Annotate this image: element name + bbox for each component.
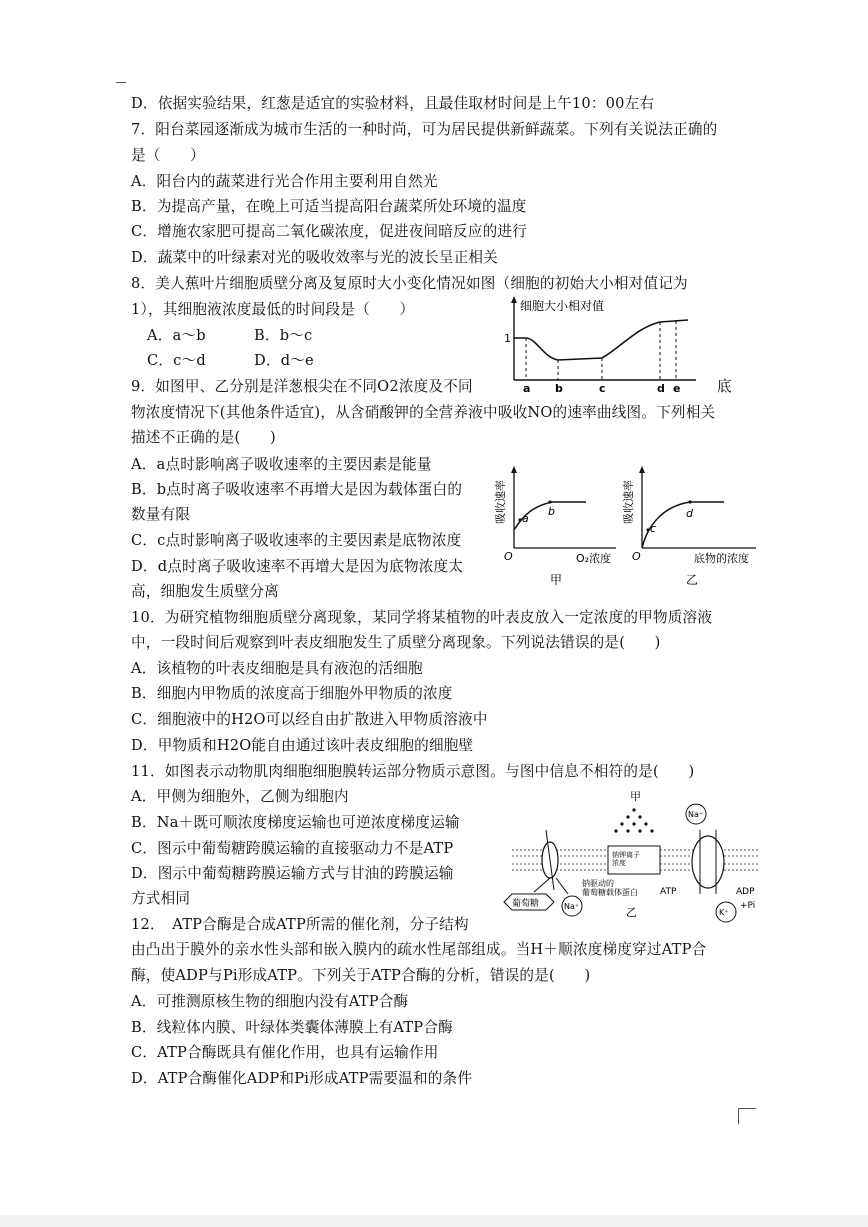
- q8-option-a: A．a～b: [147, 327, 206, 344]
- bottom-scan-band: [0, 1215, 868, 1227]
- jia-point-b: [548, 500, 551, 503]
- atp-label: ATP: [660, 887, 677, 897]
- na-top-label: Na⁺: [688, 810, 704, 819]
- jia-point-a-label: a: [522, 512, 529, 525]
- q8-x-label-c: c: [599, 382, 606, 394]
- yi-point-d-label: d: [686, 507, 693, 520]
- q12-option-b: B．线粒体内膜、叶绿体类囊体薄膜上有ATP合酶: [131, 1019, 453, 1036]
- jia-caption: 甲: [550, 573, 563, 587]
- q8-x-label-b: b: [555, 382, 563, 394]
- yi-y-arrow: [639, 466, 645, 473]
- q9-chart-jia: [492, 464, 622, 594]
- q8-cell-size-chart: [500, 296, 700, 398]
- na-bottom-label: Na⁺: [564, 902, 580, 911]
- na-arrow: [556, 878, 568, 894]
- q9-stem-2: 物浓度情况下(其他条件适宜)，从含硝酸钾的全营养液中吸收NO的速率曲线图。下列相关: [131, 404, 716, 421]
- q7-option-d: D．蔬菜中的叶绿素对光的吸收效率与光的波长呈正相关: [131, 249, 498, 266]
- q12-option-a: A．可推测原核生物的细胞内没有ATP合酶: [131, 993, 409, 1010]
- yi-y-label: 吸收速率: [622, 480, 635, 524]
- q8-option-c: C．c～d: [147, 352, 206, 369]
- yi-point-c-label: c: [650, 522, 657, 535]
- yi-origin: O: [632, 550, 641, 563]
- glucose-label: 葡萄糖: [512, 899, 540, 909]
- q8-x-label-a: a: [523, 382, 531, 394]
- q12-stem-2: 由凸出于膜外的亲水性头部和嵌入膜内的疏水性尾部组成。当H＋顺浓度梯度穿过ATP合: [131, 941, 707, 958]
- q8-x-label-e: e: [673, 382, 681, 394]
- q11-option-d-2: 方式相同: [131, 890, 191, 907]
- sodium-potassium-pump: [692, 836, 724, 888]
- jia-y-label: 吸收速率: [494, 480, 507, 524]
- q11-stem: 11．如图表示动物肌肉细胞细胞膜转运部分物质示意图。与图中信息不相符的是( ): [131, 763, 695, 780]
- particle-cluster: [614, 808, 653, 832]
- crop-mark-bottom-right: [738, 1108, 756, 1109]
- q8-stem-1: 8．美人蕉叶片细胞质壁分离及复原时大小变化情况如图（细胞的初始大小相对值记为: [131, 275, 688, 292]
- k-label: K⁺: [719, 908, 729, 917]
- jia-y-arrow: [511, 466, 517, 473]
- jia-origin: O: [504, 550, 513, 563]
- carrier-label: 钠驱动的葡萄糖载体蛋白: [582, 879, 638, 897]
- q8-y-arrow: [511, 296, 517, 303]
- q8-option-b: B．b～c: [254, 327, 313, 344]
- q8-y-label: 细胞大小相对值: [520, 299, 605, 313]
- q8-x-label-d: d: [657, 382, 665, 394]
- pi-label: +Pi: [740, 901, 756, 911]
- crop-mark-top-left: [116, 82, 126, 83]
- q6-option-d: D．依据实验结果，红葱是适宜的实验材料，且最佳取材时间是上午10：00左右: [131, 95, 655, 112]
- glucose-arrow: [534, 878, 550, 892]
- q9-option-b-1: B．b点时离子吸收速率不再增大是因为载体蛋白的: [131, 481, 463, 498]
- q11-option-d-1: D．图示中葡萄糖跨膜运输方式与甘油的跨膜运输: [131, 865, 454, 882]
- q12-stem-1: 12． ATP合酶是合成ATP所需的催化剂，分子结构: [131, 916, 469, 933]
- q11-membrane-diagram: [500, 790, 770, 934]
- q10-stem-1: 10．为研究植物细胞质壁分离现象，某同学将某植物的叶表皮放入一定浓度的甲物质溶液: [131, 609, 713, 626]
- q10-option-c: C．细胞液中的H2O可以经自由扩散进入甲物质溶液中: [131, 711, 488, 728]
- q11-option-c: C．图示中葡萄糖跨膜运输的直接驱动力不是ATP: [131, 840, 454, 857]
- q7-option-a: A．阳台内的蔬菜进行光合作用主要利用自然光: [131, 173, 438, 190]
- q12-option-d: D．ATP合酶催化ADP和Pi形成ATP需要温和的条件: [131, 1070, 473, 1087]
- q10-option-d: D．甲物质和H2O能自由通过该叶表皮细胞的细胞壁: [131, 737, 474, 754]
- q12-stem-3: 酶，使ADP与Pi形成ATP。下列关于ATP合酶的分析，错误的是( ): [131, 967, 591, 984]
- q9-option-d-2: 高，细胞发生质壁分离: [131, 583, 279, 600]
- q9-stem-1-end: 底: [717, 378, 732, 395]
- crop-mark-bottom-right-v: [738, 1108, 739, 1124]
- q9-stem-1: 9．如图甲、乙分别是洋葱根尖在不同O2浓度及不同: [131, 378, 473, 395]
- q9-option-b-2: 数量有限: [131, 506, 191, 523]
- jia-point-b-label: b: [548, 505, 555, 518]
- q8-y-tick-1: 1: [504, 332, 511, 345]
- q7-stem-1: 7．阳台菜园逐渐成为城市生活的一种时尚，可为居民提供新鲜蔬菜。下列有关说法正确的: [131, 121, 718, 138]
- diagram-label-jia: 甲: [630, 790, 641, 803]
- q9-chart-yi: [620, 464, 760, 594]
- diagram-label-yi: 乙: [626, 906, 637, 919]
- q12-option-c: C．ATP合酶既具有催化作用，也具有运输作用: [131, 1044, 439, 1061]
- q9-option-d-1: D．d点时离子吸收速率不再增大是因为底物浓度太: [131, 558, 464, 575]
- center-box-text: 钠钾离子浓度: [612, 851, 640, 867]
- q7-option-c: C．增施农家肥可提高二氧化碳浓度，促进夜间暗反应的进行: [131, 223, 528, 240]
- q7-option-b: B．为提高产量，在晚上可适当提高阳台蔬菜所处环境的温度: [131, 198, 527, 215]
- q11-option-a: A．甲侧为细胞外，乙侧为细胞内: [131, 788, 349, 805]
- q10-stem-2: 中，一段时间后观察到叶表皮细胞发生了质壁分离现象。下列说法错误的是( ): [131, 634, 661, 651]
- jia-x-label: O₂浓度: [576, 552, 612, 565]
- q9-option-a: A．a点时影响离子吸收速率的主要因素是能量: [131, 456, 432, 473]
- q7-stem-2: 是（ ）: [131, 147, 205, 164]
- q9-option-c: C．c点时影响离子吸收速率的主要因素是底物浓度: [131, 532, 462, 549]
- q9-stem-3: 描述不正确的是( ): [131, 429, 276, 446]
- q11-option-b: B．Na＋既可顺浓度梯度运输也可逆浓度梯度运输: [131, 814, 460, 831]
- q10-option-a: A．该植物的叶表皮细胞是具有液泡的活细胞: [131, 660, 423, 677]
- q8-size-curve: [514, 320, 688, 360]
- q10-option-b: B．细胞内甲物质的浓度高于细胞外甲物质的浓度: [131, 685, 453, 702]
- yi-caption: 乙: [686, 573, 699, 587]
- q8-stem-2: 1），其细胞液浓度最低的时间段是（ ）: [131, 301, 415, 318]
- yi-x-label: 底物的浓度: [694, 552, 749, 565]
- adp-label: ADP: [736, 887, 755, 897]
- q8-option-d: D．d～e: [254, 352, 314, 369]
- yi-point-d: [688, 500, 691, 503]
